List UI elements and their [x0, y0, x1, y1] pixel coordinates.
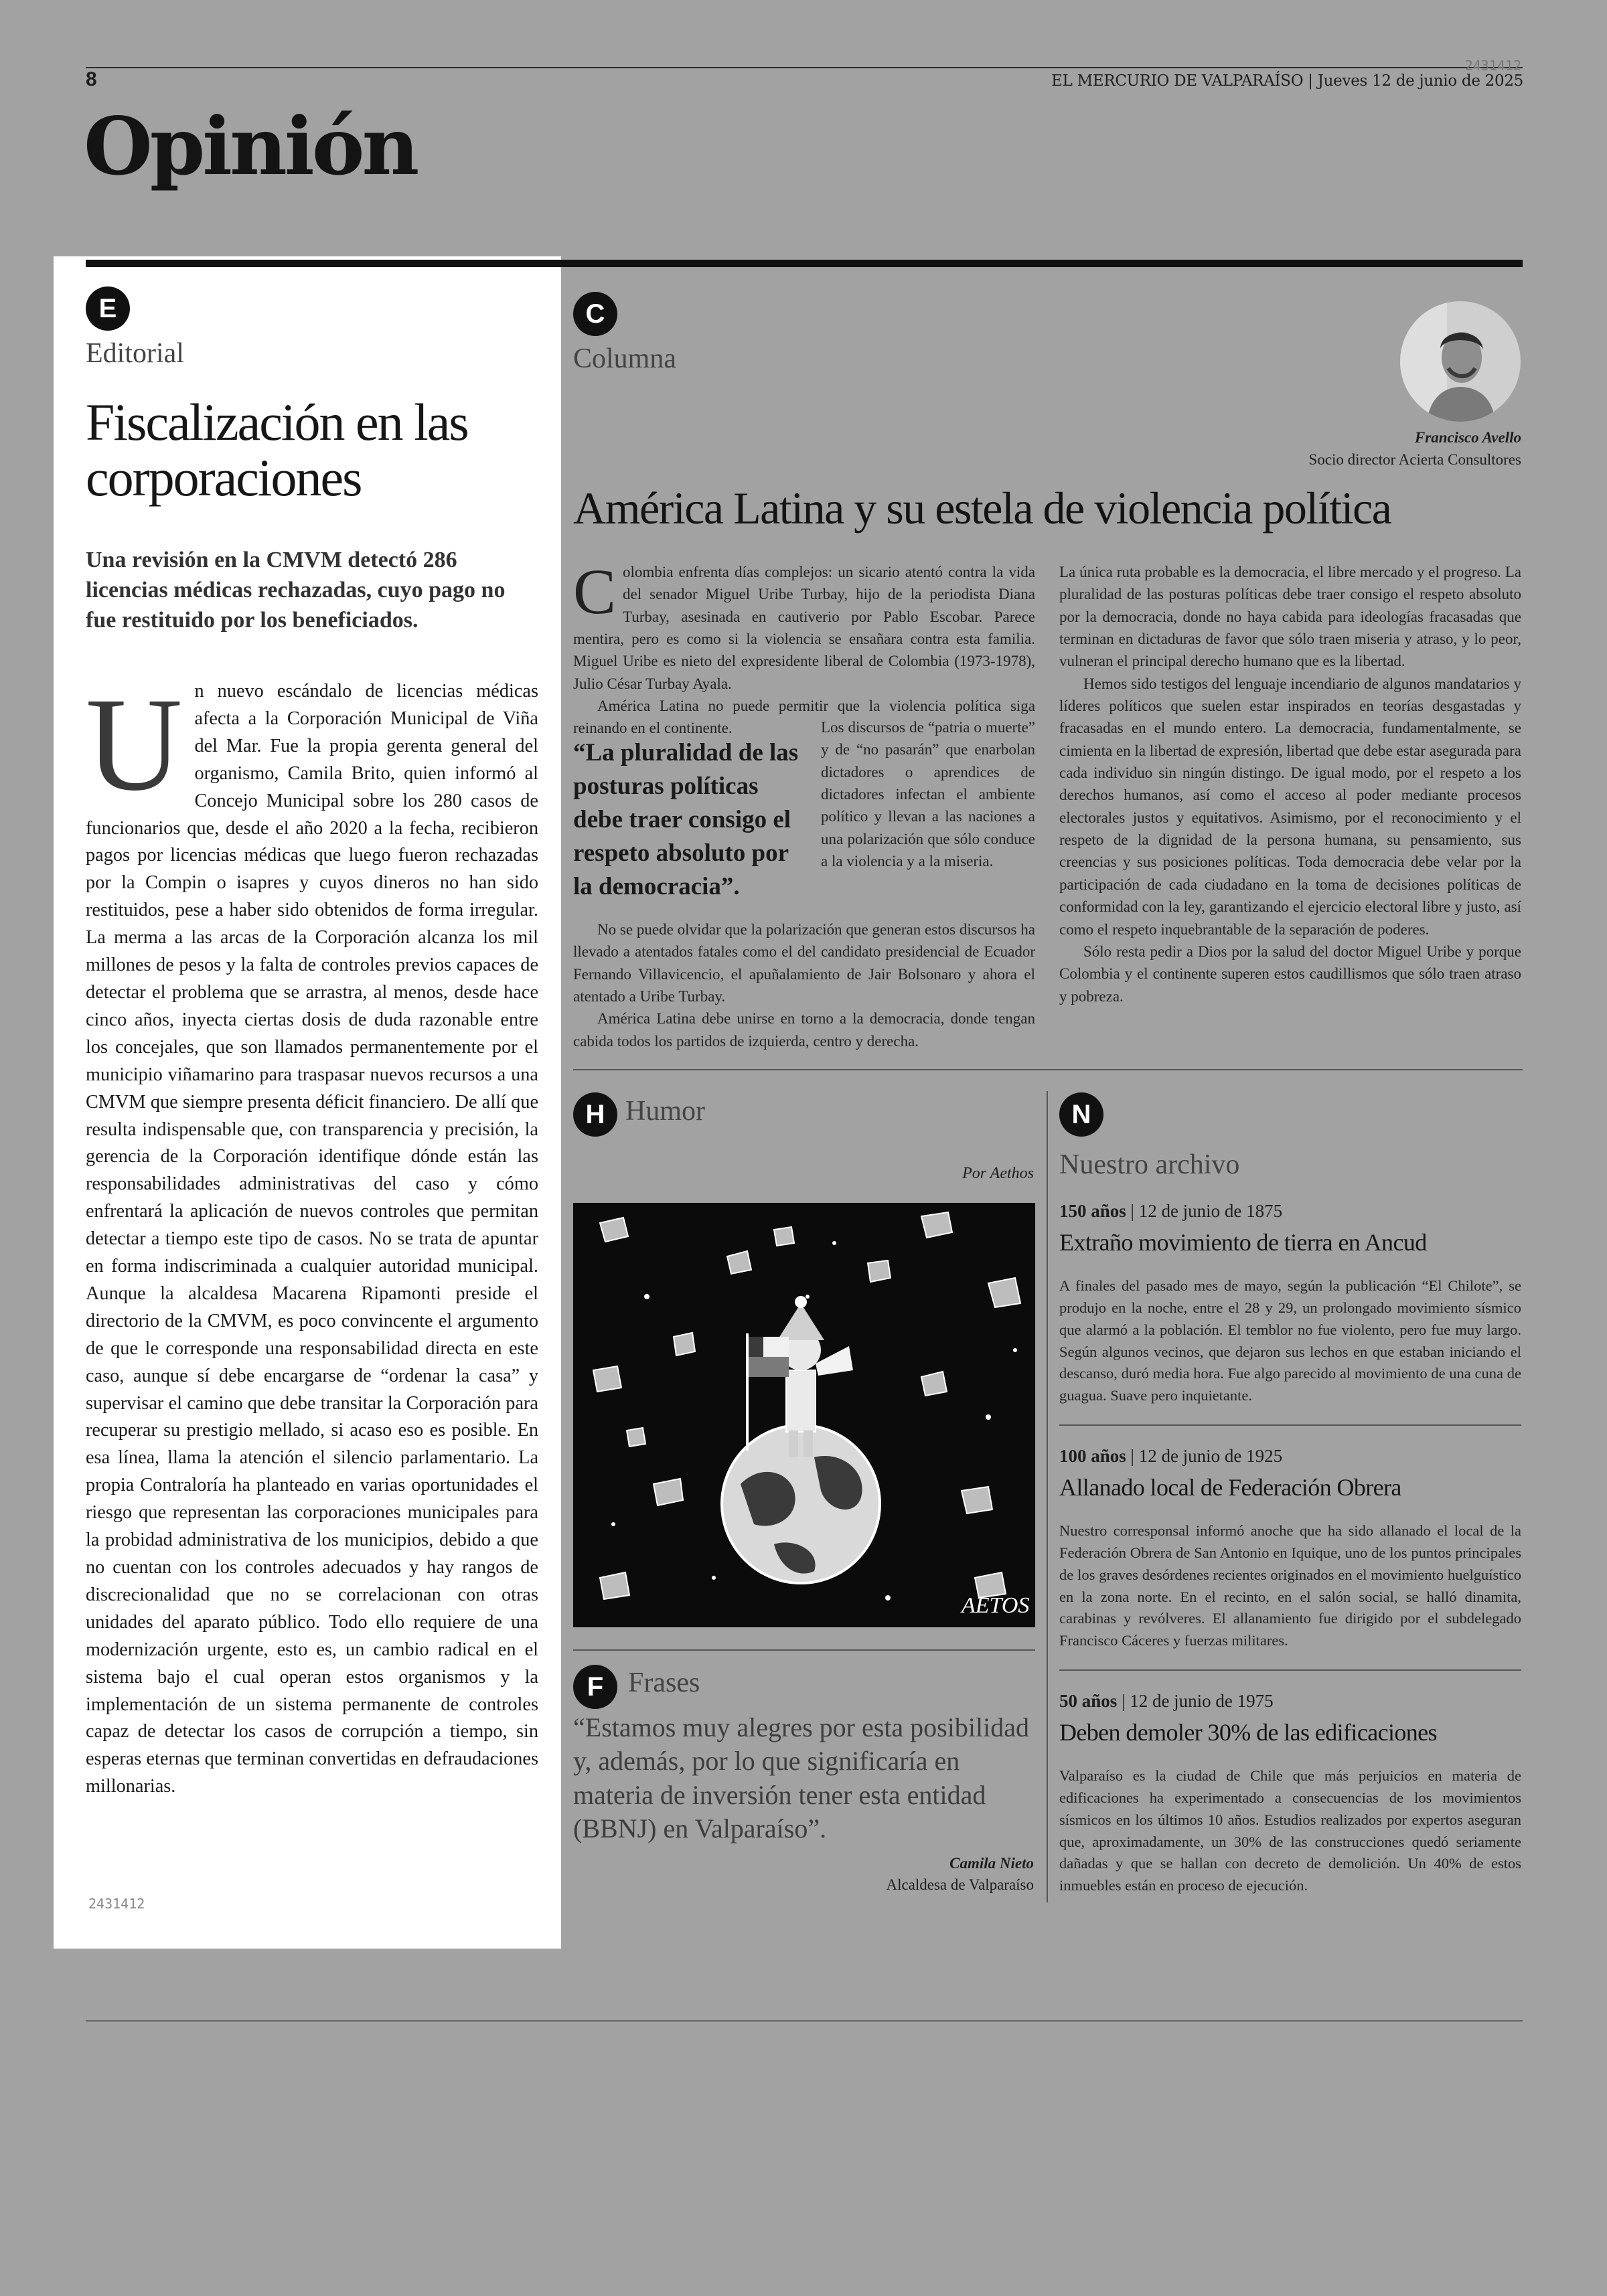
frases-name: Camila Nieto [949, 1855, 1034, 1872]
author-photo [1400, 301, 1521, 422]
columna-text-a [573, 556, 1035, 740]
header-rule [86, 67, 1523, 68]
archivo-title: Allanado local de Federación Obrera [1059, 1474, 1401, 1501]
archivo-title: Extraño movimiento de tierra en Ancud [1059, 1229, 1427, 1256]
columna-headline: América Latina y su estela de violencia política [573, 483, 1391, 534]
columna-p6: Hemos sido testigos del lenguaje incendiario de algunos mandatarios y líderes políticos que suelen estar inspirados en teorías desgastadas y fracasadas en el mundo entero. La democracia, fundamentalmente, se cimienta en la libertad de expresión, libertad que debe estar asegurada para cada individuo sin ningún distingo. De igual modo, por el respeto a los derechos humanos, así como el acceso al poder mediante procesos electorales justos y equitativos. Asimismo, por el reconocimiento y el respeto de la dignidad de la persona humana, su pensamiento, sus creencias y sus posiciones políticas. Toda democracia debe velar por la participación de cada ciudadano en la toma de decisiones políticas de conformidad con la ley, garantizando el ejercicio electoral libre y justo, así como el respeto inquebrantable de la separación de poderes. [1059, 675, 1521, 938]
columna-p3: No se puede olvidar que la polarización que generan estos discursos ha llevado a atentados fatales como el del candidato presidencial de Ecuador Fernando Villavicencio, el apuñalamiento de Jair Bolsonaro y ahora el atentado a Uribe Turbay. [573, 921, 1035, 1005]
editorial-badge: E [86, 286, 130, 331]
column-divider [1047, 1091, 1048, 1902]
editorial-body [86, 671, 538, 1801]
columna-bottom-rule [573, 1069, 1523, 1070]
columna-dropcap: C [573, 556, 617, 627]
archivo-item: 100 años | 12 de junio de 1925 Allanado local de Federación Obrera Nuestro corresponsal informó anoche que ha sido allanado el local de la Federación Obrera de San Antonio en Iquique, uno de los puntos principales de los graves desórdenes recientes originados en el movimiento huelguístico en la zona norte. En el recinto, en el salón social, se halló dinamita, carabinas y revólveres. El allanamiento fue dirigido por el subdelegado Francisco Cáceres y fuerzas militares. [1059, 1446, 1521, 1652]
editorial-dropcap: U [86, 671, 183, 819]
page-number: 8 [86, 68, 97, 90]
editorial-lead: Una revisión en la CMVM detectó 286 licencias médicas rechazadas, cuyo pago no fue restituido por los beneficiados. [86, 548, 506, 633]
columna-p2b: Los discursos de “patria o muerte” y de “no pasarán” que enarbolan dictadores o aprendices de dictadores infectan el ambiente político y llevan a las naciones a una polarización que sólo conduce a la violencia y a la miseria. [821, 719, 1035, 870]
archivo-item: 50 años | 12 de junio de 1975 Deben demoler 30% de las edificaciones Valparaíso es la ciudad de Chile que más perjuicios en materia de edificaciones ha experimentado a consecuencias de los movimientos sísmicos en los últimos 10 años. Estudios realizados por expertos aseguran que, aproximadamente, un 30% de las construcciones quedó seriamente dañadas y que se hallan con decreto de demolición. Un 40% de estos inmuebles están en proceso de ejecución. [1059, 1691, 1521, 1897]
columna-p5: La única ruta probable es la democracia, el libre mercado y el progreso. La pluralidad de las posturas políticas debe traer consigo el respeto absoluto por la democracia, donde no haya cabida para ideologías fracasadas que terminan en dictaduras de favor que sólo traen miseria y atraso, y lo peor, vulneran el principal derecho humano que es la libertad. [1059, 564, 1521, 670]
section-top-rule [86, 260, 1523, 267]
columna-text-b [821, 716, 1035, 872]
archivo-badge: N [1059, 1092, 1103, 1137]
doc-id-bottom: 2431412 [88, 1896, 145, 1912]
columna-p4: América Latina debe unirse en torno a la democracia, donde tengan cabida todos los partidos de izquierda, centro y derecha. [573, 1010, 1035, 1050]
archivo-item: 150 años | 12 de junio de 1875 Extraño movimiento de tierra en Ancud A finales del pasado mes de mayo, según la publicación “El Chilote”, se produjo en la noche, entre el 28 y 29, un prolongado movimiento sísmico que alarmó a la población. El temblor no fue violento, pero fue muy largo. Según algunos vecinos, que dejaron sus lechos en que estaban iniciando el descanso, duró media hora. Fue algo parecido al movimiento de una cuna de guagua. Suave pero inquietante. [1059, 1201, 1521, 1407]
archivo-text: Valparaíso es la ciudad de Chile que más perjuicios en materia de edificaciones ha experimentado a consecuencias de los movimientos sísmicos en los últimos 10 años. Estudios realizados por expertos aseguran que, aproximadamente, un 30% de las construcciones quedó seriamente dañadas y que se hallan con decreto de demolición. Un 40% de estos inmuebles están en proceso de ejecución. [1059, 1767, 1521, 1894]
author-role: Socio director Acierta Consultores [1308, 451, 1521, 468]
cartoon-signature: AETOS [962, 1593, 1030, 1618]
frases-role: Alcaldesa de Valparaíso [886, 1876, 1034, 1893]
archivo-title: Deben demoler 30% de las edificaciones [1059, 1719, 1437, 1746]
pull-quote: “La pluralidad de las posturas políticas debe traer consigo el respeto absoluto por la democracia”. [573, 739, 799, 900]
archivo-years: 150 años [1059, 1201, 1126, 1221]
frases-quote: “Estamos muy alegres por esta posibilidad y, además, por lo que significaría en materia de inversión tener esta entidad (BBNJ) en Valparaíso”. [573, 1712, 1029, 1844]
frases-badge: F [573, 1665, 617, 1709]
frases-kicker: Frases [628, 1667, 700, 1698]
humor-kicker: Humor [625, 1096, 705, 1127]
editorial-title: Fiscalización en las corporaciones [86, 393, 468, 507]
archivo-date: 12 de junio de 1925 [1138, 1446, 1283, 1466]
columna-text-c [573, 918, 1035, 1052]
editorial-text: n nuevo escándalo de licencias médicas afecta a la Corporación Municipal de Viña del Mar. Fue la propia gerenta general del organismo, Camila Brito, quien informó al Concejo Municipal sobre los 280 casos de funcionarios que, desde el año 2020 a la fecha, recibieron pagos por licencias médicas que luego fueron rechazadas por la Compin o isapres y cuyos dineros no han sido restituidos, pese a haber sido obtenidos de forma irregular. La merma a las arcas de la Corporación alcanza los mil millones de pesos y la falta de controles previos capaces de detectar el problema que se arrastra, al menos, desde hace cinco años, inyecta ciertas dosis de duda razonable entre los concejales, que son llamados permanentemente por el municipio viñamarino para traspasar nuevos recursos a una CMVM que siempre presenta déficit financiero. De allí que resulta indispensable que, con transparencia y precisión, la gerencia de la Corporación identifique dónde están las responsabilidades administrativas del caso y cómo enfrentará la aplicación de nuevos controles que permitan detectar a tiempo este tipo de casos. No se trata de apuntar en forma indiscriminada a cualquier autoridad municipal. Aunque la alcaldesa Macarena Ripamonti preside el directorio de la CMVM, es poco convincente el argumento de que le corresponde una responsabilidad directa en este caso, aunque sí debe encargarse de “ordenar la casa” y supervisar el camino que debe transitar la Corporación para recuperar su prestigio mellado, si acaso eso es posible. En esa línea, llama la atención el silencio parlamentario. La propia Contraloría ha planteado en varias oportunidades el riesgo que representan las corporaciones municipales para la probidad administrativa de los municipios, debido a que no cuentan con los controles adecuados y hay rangos de discrecionalidad que no se correlacionan con otras unidades del aparato público. Todo ello requiere de una modernización urgente, esto es, un cambio radical en el sistema bajo el cual operan estos organismos y la implementación de un sistema permanente de controles capaz de detectar los casos de corrupción a tiempo, sin esperas eternas que terminan convertidas en defraudaciones millonarias. [86, 681, 538, 1797]
columna-p2: América Latina no puede permitir que la violencia política siga reinando en el continente. [573, 698, 1035, 737]
archivo-date: 12 de junio de 1875 [1138, 1201, 1283, 1221]
footer-rule [86, 2020, 1523, 2022]
columna-text-d [1059, 561, 1521, 1007]
archivo-date: 12 de junio de 1975 [1130, 1691, 1274, 1711]
author-name: Francisco Avello [1414, 429, 1521, 446]
columna-kicker: Columna [573, 343, 676, 374]
columna-p7: Sólo resta pedir a Dios por la salud del doctor Miguel Uribe y porque Colombia y el continente superen estos caudillismos que sólo traen atraso y pobreza. [1059, 942, 1521, 1005]
humor-cartoon [573, 1203, 1035, 1627]
columna-p1: olombia enfrenta días complejos: un sicario atentó contra la vida del senador Miguel Uribe Turbay, hijo de la periodista Diana Turbay, asesinada en cautiverio por Pablo Escobar. Parece mentira, pero es como si la violencia se ensañara contra esta familia. Miguel Uribe es nieto del expresidente liberal de Colombia (1973-1978), Julio César Turbay Ayala. [573, 564, 1035, 692]
humor-byline: Por Aethos [962, 1165, 1034, 1182]
humor-badge: H [573, 1092, 617, 1137]
archivo-text: Nuestro corresponsal informó anoche que ha sido allanado el local de la Federación Obrera de San Antonio en Iquique, uno de los puntos principales de los graves desórdenes recientes originados en el movimiento huelguístico en la zona norte. En el recinto, en el salón social, se halló dinamita, carabinas y revólveres. El allanamiento fue dirigido por el subdelegado Francisco Cáceres y fuerzas militares. [1059, 1522, 1521, 1649]
section-title: Opinión [84, 100, 417, 193]
archivo-rule [1059, 1424, 1521, 1426]
masthead: EL MERCURIO DE VALPARAÍSO | Jueves 12 de junio de 2025 [1051, 72, 1523, 90]
editorial-kicker: Editorial [86, 338, 184, 369]
archivo-text: A finales del pasado mes de mayo, según la publicación “El Chilote”, se produjo en la noche, entre el 28 y 29, un prolongado movimiento sísmico que alarmó a la población. El temblor no fue violento, pero fue muy largo. Según algunos vecinos, que dejaron sus lechos en que estaban iniciando el descanso, duró media hora. Fue algo parecido al movimiento de una cuna de guagua. Suave pero inquietante. [1059, 1277, 1521, 1404]
archivo-years: 100 años [1059, 1446, 1126, 1466]
columna-badge: C [573, 292, 617, 336]
archivo-kicker: Nuestro archivo [1059, 1149, 1240, 1180]
humor-bottom-rule [573, 1649, 1035, 1651]
archivo-rule [1059, 1669, 1521, 1671]
doc-id-top: 2431412 [1464, 58, 1521, 74]
archivo-years: 50 años [1059, 1691, 1118, 1711]
